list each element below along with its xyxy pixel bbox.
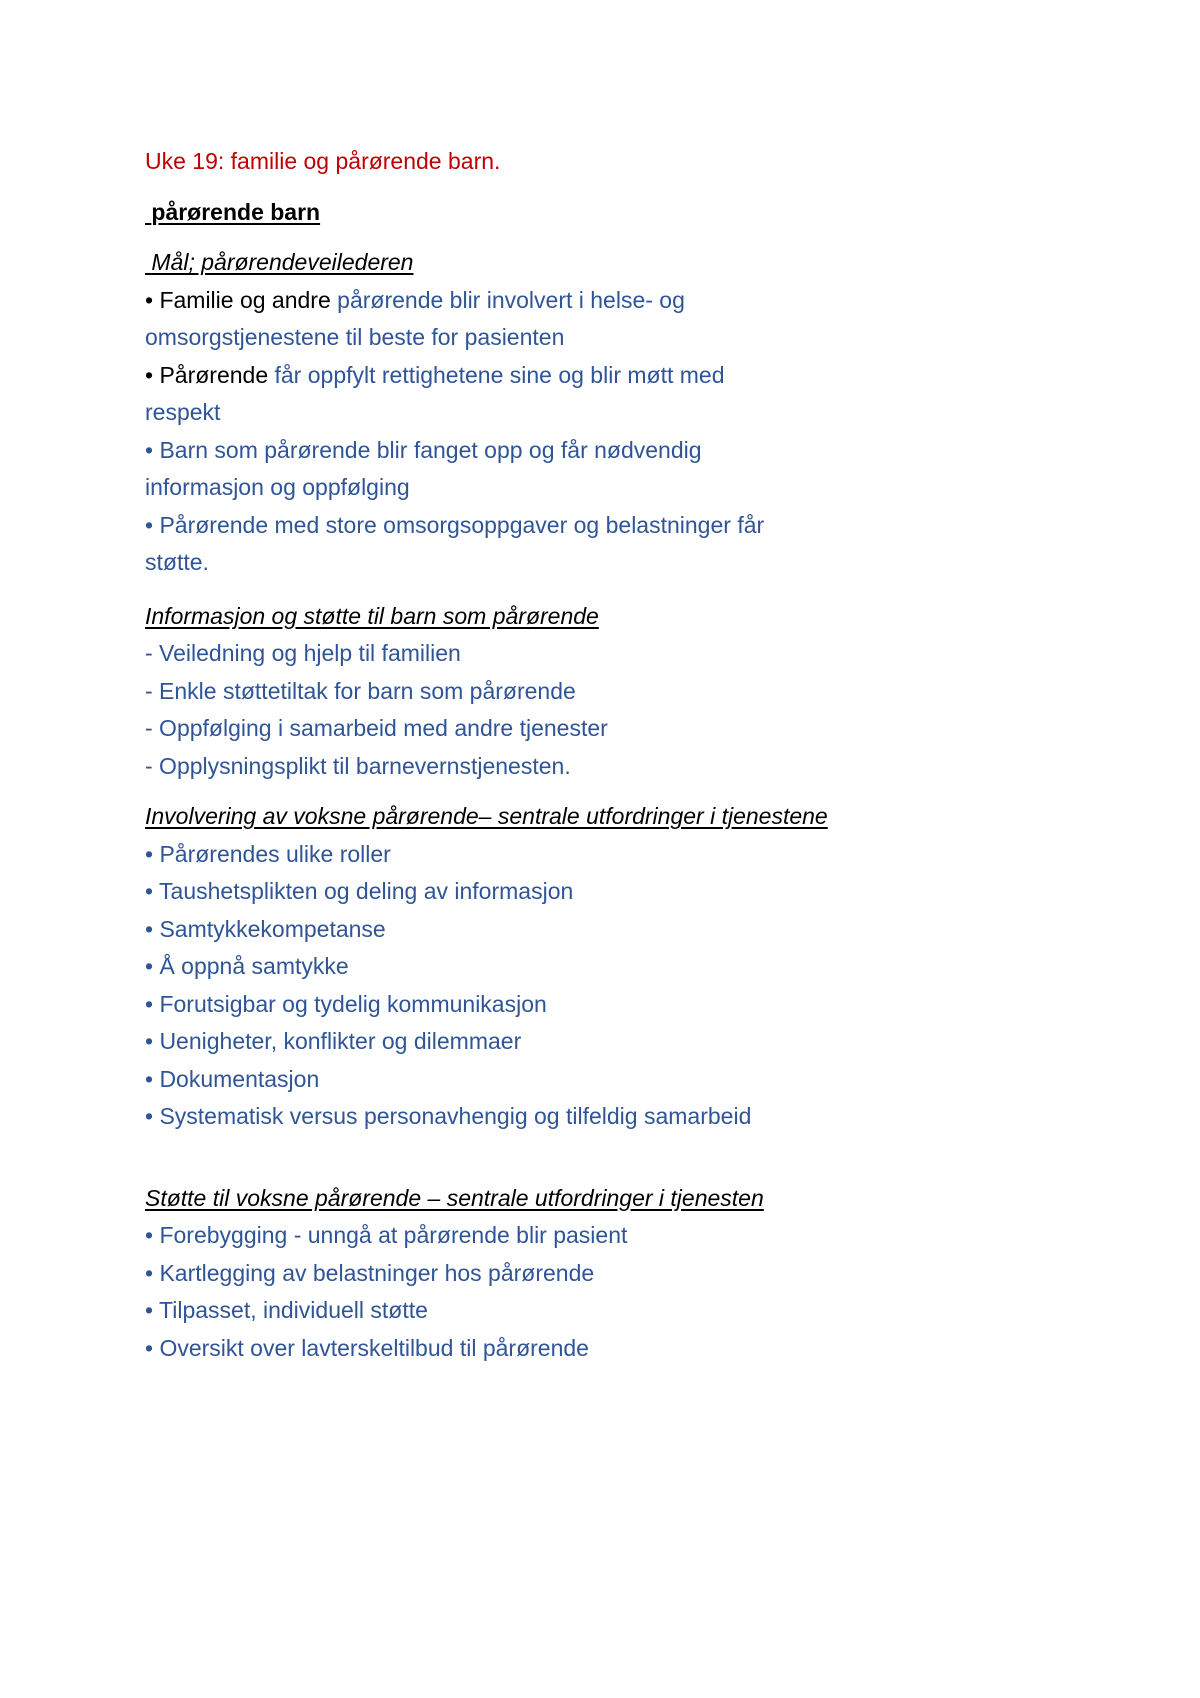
section-children-support-heading: Informasjon og støtte til barn som pårørende [145, 602, 599, 629]
list-item: • Familie og andre pårørende blir involvert i helse- og [145, 286, 685, 313]
list-item: - Opplysningsplikt til barnevernstjenesten. [145, 752, 571, 779]
list-item: • Barn som pårørende blir fanget opp og får nødvendig [145, 436, 702, 463]
subtitle-text: pårørende barn [151, 198, 321, 225]
section-adult-support-heading: Støtte til voksne pårørende – sentrale utfordringer i tjenesten [145, 1184, 764, 1211]
section-involvement-heading: Involvering av voksne pårørende– sentrale utfordringer i tjenestene [145, 803, 828, 829]
list-item: respekt [145, 399, 221, 425]
list-item: • Å oppnå samtykke [145, 953, 349, 979]
list-item: • Tilpasset, individuell støtte [145, 1297, 428, 1323]
list-item: • Oversikt over lavterskeltilbud til pårørende [145, 1334, 589, 1361]
section-goals-heading-text: Mål; pårørendeveilederen [151, 249, 414, 275]
section-adult-support-list [145, 1217, 1045, 1367]
list-item: • Kartlegging av belastninger hos pårørende [145, 1259, 595, 1286]
list-item: • Forebygging - unngå at pårørende blir pasient [145, 1222, 628, 1248]
section-goals-heading [145, 244, 1045, 282]
section-children-support-list [145, 635, 1045, 785]
list-item: • Pårørende får oppfylt rettighetene sine og blir møtt med [145, 361, 725, 388]
document-page [145, 143, 1045, 1367]
list-item: • Taushetsplikten og deling av informasjon [145, 878, 574, 904]
list-item: • Systematisk versus personavhengig og tilfeldig samarbeid [145, 1103, 752, 1129]
section-goals-list [145, 282, 1045, 582]
list-item: • Dokumentasjon [145, 1065, 320, 1092]
list-item: • Pårørendes ulike roller [145, 840, 391, 867]
list-item: - Oppfølging i samarbeid med andre tjenester [145, 715, 608, 741]
list-item: • Pårørende med store omsorgsoppgaver og belastninger får [145, 511, 765, 538]
list-item: - Enkle støttetiltak for barn som pårørende [145, 677, 576, 704]
document-title: Uke 19: familie og pårørende barn. [145, 148, 501, 174]
list-item: - Veiledning og hjelp til familien [145, 640, 461, 666]
list-item: • Forutsigbar og tydelig kommunikasjon [145, 990, 547, 1017]
section-involvement-list [145, 836, 1045, 1136]
list-item: informasjon og oppfølging [145, 474, 410, 500]
list-item: • Uenigheter, konflikter og dilemmaer [145, 1028, 522, 1054]
list-item: omsorgstjenestene til beste for pasienten [145, 324, 565, 350]
list-item: • Samtykkekompetanse [145, 915, 386, 942]
document-subtitle [145, 194, 1045, 232]
list-item: støtte. [145, 549, 209, 575]
